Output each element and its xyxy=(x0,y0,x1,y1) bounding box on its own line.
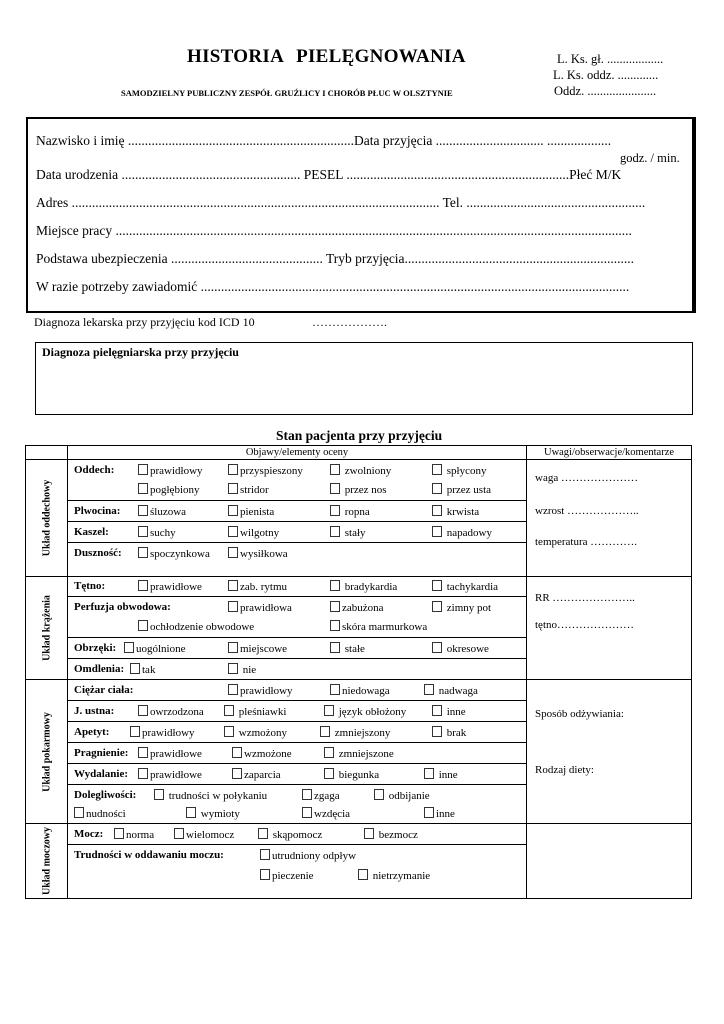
cb-appetite-none[interactable]: brak xyxy=(432,726,466,739)
cb-breath-fast[interactable]: przyspieszony xyxy=(228,464,303,477)
cb-dyspnea-rest[interactable]: spoczynkowa xyxy=(138,547,210,560)
cb-breath-slow[interactable]: zwolniony xyxy=(330,464,391,477)
cb-edema-periodic[interactable]: okresowe xyxy=(432,642,489,655)
respiratory-notes[interactable]: waga ………………… wzrost ……………….. temperatura …………. xyxy=(527,460,692,577)
cb-perf-coldsweat[interactable]: zimny pot xyxy=(432,601,491,614)
cb-symptom-belching[interactable]: odbijanie xyxy=(374,789,430,802)
cb-breath-shallow[interactable]: spłycony xyxy=(432,464,486,477)
field-name[interactable]: Nazwisko i imię ...................................................................Data przyjęcia ................................ ................... xyxy=(36,133,612,148)
cb-urine-polyuria[interactable]: wielomocz xyxy=(174,828,234,841)
cb-weight-under[interactable]: niedowaga xyxy=(330,684,390,697)
cb-thirst-low[interactable]: zmniejszone xyxy=(324,747,394,760)
field-workplace[interactable]: Miejsce pracy ......................................................................................................................................................... xyxy=(36,223,632,238)
cb-symptom-nausea[interactable]: nudności xyxy=(74,807,126,820)
cb-cough-paroxysmal[interactable]: napadowy xyxy=(432,526,492,539)
cb-perf-marbled[interactable]: skóra marmurkowa xyxy=(330,620,427,633)
cb-thirst-normal[interactable]: prawidłowe xyxy=(138,747,202,760)
cb-faint-no[interactable]: nie xyxy=(228,663,256,676)
cb-urine-obstructed[interactable]: utrudniony odpływ xyxy=(260,849,356,862)
cb-appetite-high[interactable]: wzmożony xyxy=(224,726,287,739)
digestive-notes[interactable]: Sposób odżywiania: Rodzaj diety: xyxy=(527,680,692,824)
medical-diagnosis-field[interactable]: ………………. xyxy=(312,315,387,329)
col-header-notes: Uwagi/obserwacje/komentarze xyxy=(527,446,692,460)
cb-symptom-bloating[interactable]: wzdęcia xyxy=(302,807,350,820)
ref-ward-book: L. Ks. oddz. ............. xyxy=(553,68,659,82)
cb-pulse-normal[interactable]: prawidłowe xyxy=(138,580,202,593)
status-table xyxy=(25,445,692,899)
cb-cough-dry[interactable]: suchy xyxy=(138,526,176,539)
ref-main-book: L. Ks. gł. .................. xyxy=(557,52,664,66)
cb-appetite-low[interactable]: zmniejszony xyxy=(320,726,390,739)
cb-perf-disturbed[interactable]: zabużona xyxy=(330,601,384,614)
cb-cough-constant[interactable]: stały xyxy=(330,526,366,539)
cb-symptom-heartburn[interactable]: zgaga xyxy=(302,789,340,802)
cb-faint-yes[interactable]: tak xyxy=(130,663,155,676)
cb-stool-other[interactable]: inne xyxy=(424,768,458,781)
cb-urine-incontinence[interactable]: nietrzymanie xyxy=(358,869,430,882)
cb-urine-oliguria[interactable]: skąpomocz xyxy=(258,828,322,841)
cb-pulse-tachy[interactable]: tachykardia xyxy=(432,580,498,593)
field-dob-pesel[interactable]: Data urodzenia ..................................................... PESEL ..................................................................Płeć M/K xyxy=(36,167,622,182)
col-header-main: Objawy/elementy oceny xyxy=(68,446,527,460)
cb-sputum-purulent[interactable]: ropna xyxy=(330,505,370,518)
cb-sputum-mucous[interactable]: śluzowa xyxy=(138,505,186,518)
cb-urine-burning[interactable]: pieczenie xyxy=(260,869,314,882)
cb-stool-constipation[interactable]: zaparcia xyxy=(232,768,281,781)
cb-dyspnea-exertion[interactable]: wysiłkowa xyxy=(228,547,288,560)
institution-name: SAMODZIELNY PUBLICZNY ZESPÓŁ GRUŹLICY I CHORÓB PŁUC W OLSZTYNIE xyxy=(121,88,453,98)
cb-symptom-other[interactable]: inne xyxy=(424,807,455,820)
cb-perf-cooling[interactable]: ochłodzenie obwodowe xyxy=(138,620,254,633)
cb-urine-anuria[interactable]: bezmocz xyxy=(364,828,418,841)
cb-pulse-brady[interactable]: bradykardia xyxy=(330,580,397,593)
cb-mouth-thrush[interactable]: pleśniawki xyxy=(224,705,286,718)
field-address[interactable]: Adres ............................................................................................................. Tel. ..................................................... xyxy=(36,195,646,210)
field-insurance[interactable]: Podstawa ubezpieczenia ............................................. Tryb przyjęcia.................................................................... xyxy=(36,251,635,266)
cb-cough-wet[interactable]: wilgotny xyxy=(228,526,279,539)
circulatory-items: Tętno: prawidłowe zab. rytmu bradykardia tachykardia Perfuzja obwodowa: prawidłowa zabużona zimny pot ochłodzenie obwodowe skóra marmurkowa Obrzęki: uogólnione miejscowe stałe okresowe Omdlenia: tak nie xyxy=(68,577,527,680)
nursing-diagnosis-label: Diagnoza pielęgniarska przy przyjęciu xyxy=(42,345,239,359)
cb-breath-nose[interactable]: przez nos xyxy=(330,483,387,496)
section-urinary: Układ moczowy xyxy=(26,824,68,899)
cb-mouth-ulcer[interactable]: owrzodzona xyxy=(138,705,204,718)
digestive-items: Ciężar ciała: prawidłowy niedowaga nadwaga J. ustna: owrzodzona pleśniawki język obłożony inne Apetyt: prawidłowy wzmożony zmniejszony brak Pragnienie: prawidłowe wzmożone zmniejszone Wydalanie: prawidłowe zaparcia biegunka inne Dolegliwości: trudności w połykaniu zgaga odbijanie nudności wymioty wzdęcia inne xyxy=(68,680,527,824)
cb-breath-normal[interactable]: prawidłowy xyxy=(138,464,203,477)
circulatory-notes[interactable]: RR ………………….. tętno………………… xyxy=(527,577,692,680)
cb-sputum-bloody[interactable]: krwista xyxy=(432,505,479,518)
urinary-notes[interactable] xyxy=(527,824,692,899)
cb-perf-normal[interactable]: prawidłowa xyxy=(228,601,292,614)
section-digestive: Układ pokarmowy xyxy=(26,680,68,824)
ref-ward: Oddz. ...................... xyxy=(554,84,657,98)
section-circulatory: Układ krążenia xyxy=(26,577,68,680)
medical-diagnosis-label: Diagnoza lekarska przy przyjęciu kod ICD 10 xyxy=(34,315,255,329)
corner-cell xyxy=(26,446,68,460)
cb-mouth-coated[interactable]: język obłożony xyxy=(324,705,406,718)
cb-breath-mouth[interactable]: przez usta xyxy=(432,483,491,496)
respiratory-items: Oddech: prawidłowy przyspieszony zwolniony spłycony pogłębiony stridor przez nos przez usta Plwocina: śluzowa pienista ropna krwista Kaszel: suchy wilgotny stały napadowy Duszność: spoczynkowa wysiłkowa xyxy=(68,460,527,577)
cb-edema-general[interactable]: uogólnione xyxy=(124,642,186,655)
cb-weight-normal[interactable]: prawidłowy xyxy=(228,684,293,697)
cb-thirst-high[interactable]: wzmożone xyxy=(232,747,292,760)
cb-mouth-other[interactable]: inne xyxy=(432,705,466,718)
cb-symptom-vomiting[interactable]: wymioty xyxy=(186,807,240,820)
cb-symptom-dysphagia[interactable]: trudności w połykaniu xyxy=(154,789,267,802)
cb-edema-constant[interactable]: stałe xyxy=(330,642,365,655)
cb-sputum-foamy[interactable]: pienista xyxy=(228,505,274,518)
cb-urine-normal[interactable]: norma xyxy=(114,828,154,841)
time-unit-label: godz. / min. xyxy=(620,151,680,165)
section-respiratory: Układ oddechowy xyxy=(26,460,68,577)
nursing-diagnosis-box[interactable] xyxy=(35,342,693,415)
form-title: HISTORIA PIELĘGNOWANIA xyxy=(187,46,466,67)
patient-info-box xyxy=(26,117,696,313)
cb-pulse-arrhythmia[interactable]: zab. rytmu xyxy=(228,580,287,593)
status-title: Stan pacjenta przy przyjęciu xyxy=(276,428,443,443)
cb-stool-normal[interactable]: prawidłowe xyxy=(138,768,202,781)
cb-weight-over[interactable]: nadwaga xyxy=(424,684,478,697)
cb-stool-diarrhea[interactable]: biegunka xyxy=(324,768,379,781)
cb-breath-deep[interactable]: pogłębiony xyxy=(138,483,200,496)
cb-edema-local[interactable]: miejscowe xyxy=(228,642,287,655)
field-contact[interactable]: W razie potrzeby zawiadomić ............................................................................................................................... xyxy=(36,279,630,294)
cb-breath-stridor[interactable]: stridor xyxy=(228,483,269,496)
urinary-items: Mocz: norma wielomocz skąpomocz bezmocz Trudności w oddawaniu moczu: utrudniony odpływ pieczenie nietrzymanie xyxy=(68,824,527,899)
cb-appetite-normal[interactable]: prawidłowy xyxy=(130,726,195,739)
